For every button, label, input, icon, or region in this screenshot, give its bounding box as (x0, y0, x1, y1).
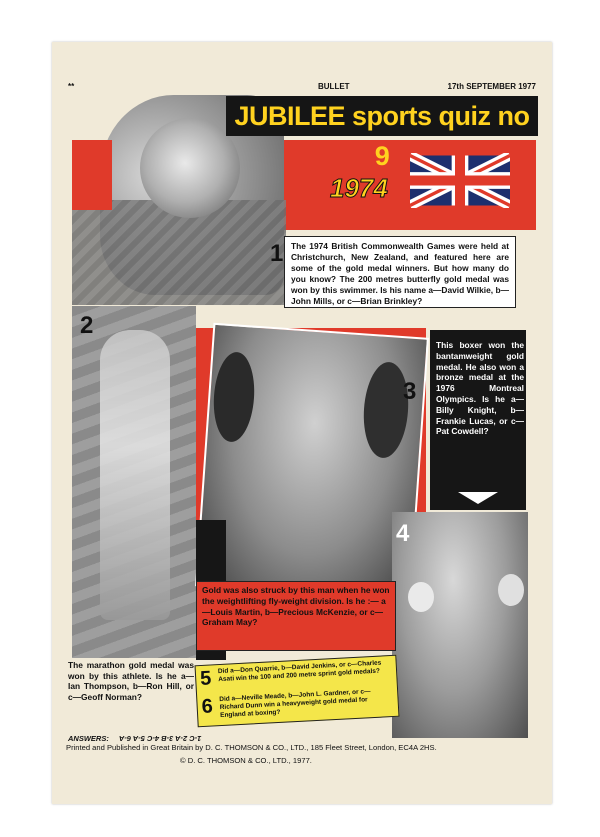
question-1-number: 1 (270, 240, 284, 267)
boxer-photo (392, 512, 528, 738)
boxer-glove-left (408, 582, 434, 612)
question-3-text: This boxer won the bantamweight gold medal. He also won a bronze medal at the 1976 Montreal Olympics. Is he a—Billy Knight, b—Frankie Lucas, or c—Pat Cowdell? (436, 340, 524, 437)
answers-text: 1-C 2-A 3-B 4-C 5-A 6-A (118, 734, 202, 743)
header-stars: ** (68, 82, 75, 91)
question-5-number: 5 (199, 667, 212, 691)
year-label: 1974 (330, 173, 388, 203)
answers-label: ANSWERS: (68, 734, 109, 743)
union-jack-flag (410, 153, 510, 208)
quiz-title: JUBILEE sports quiz no 9 (226, 96, 538, 136)
header-publication: BULLET (318, 82, 350, 91)
question-4-number: 4 (396, 520, 410, 547)
weightlifting-question-text: Gold was also struck by this man when he won the weightlifting fly-weight division. Is he :— a—Louis Martin, b—Precious McKenzie, or c—Graham May? (196, 581, 396, 651)
header-date: 17th SEPTEMBER 1977 (447, 82, 536, 91)
swimmer-face (140, 118, 240, 218)
footer-copyright: © D. C. THOMSON & CO., LTD., 1977. (180, 756, 312, 765)
question-6-number: 6 (201, 695, 214, 718)
runner-figure (100, 330, 170, 620)
boxer-glove-right (498, 574, 524, 606)
question-5-text: Did a—Don Quarrie, b—David Jenkins, or c—Charles Asati win the 100 and 200 metre sprint gold medals? (217, 659, 382, 684)
answers-line (68, 734, 201, 743)
question-2-text: The marathon gold medal was won by this athlete. Is he a—Ian Thompson, b—Ron Hill, or c—Geoff Norman? (68, 660, 194, 702)
footer-publisher: Printed and Published in Great Britain by D. C. THOMSON & CO., LTD., 185 Fleet Street, London, EC4A 2HS. (66, 743, 437, 752)
question-6-text: Did a—Neville Meade, b—John L. Gardner, or c—Richard Dunn win a heavyweight gold medal for England at boxing? (219, 688, 371, 720)
question-2-number: 2 (80, 312, 94, 339)
question-3-number: 3 (403, 378, 417, 405)
questions-5-6-box (195, 655, 400, 727)
question-1-text: The 1974 British Commonwealth Games were held at Christchurch, New Zealand, and featured here are some of the gold medal winners. But how many do you know? The 200 metres butterfly gold medal was won by this swimmer. Is his name a—David Wilkie, b—John Mills, or c—Brian Brinkley? (284, 236, 516, 308)
arrow-down-icon (458, 492, 498, 504)
red-panel-left (72, 140, 112, 210)
